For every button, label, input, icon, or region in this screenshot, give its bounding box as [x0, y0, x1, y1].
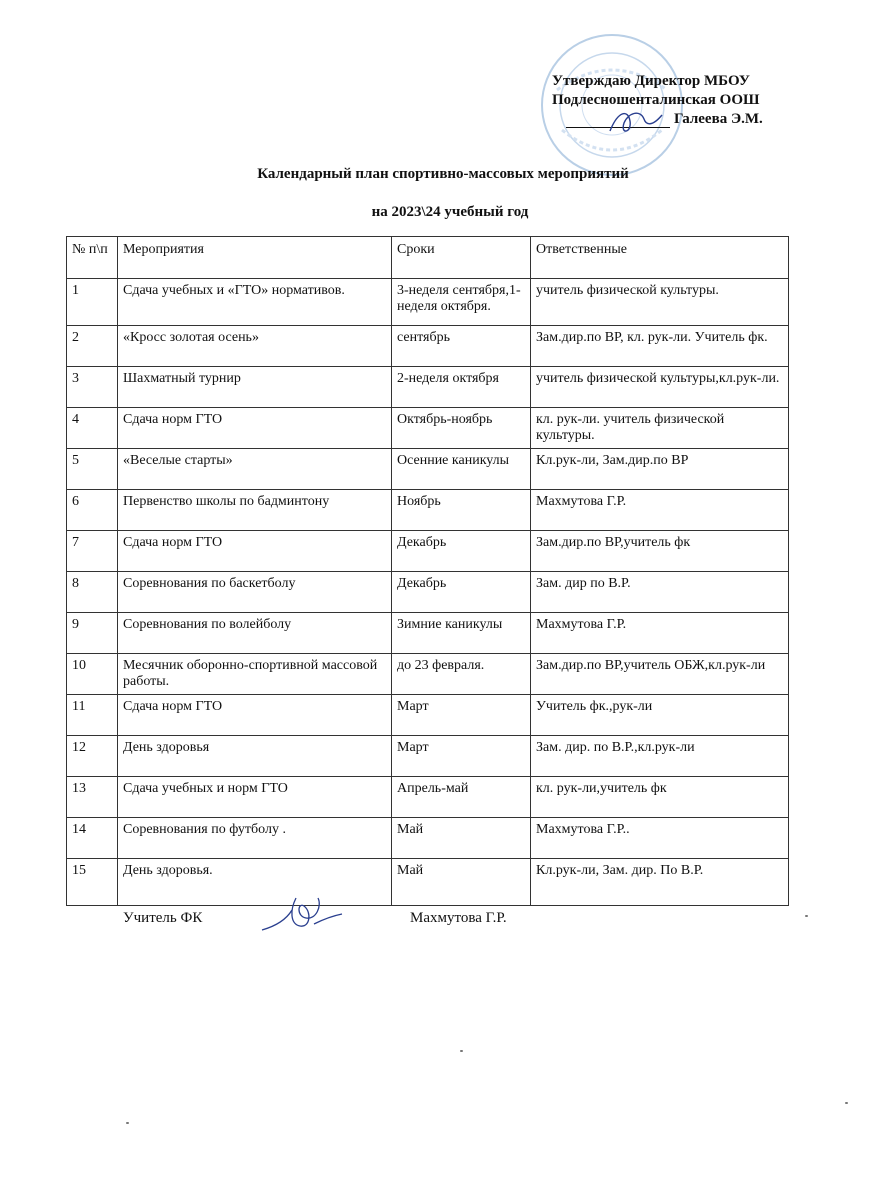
scan-speck [805, 915, 808, 917]
row-dates: до 23 февраля. [392, 654, 531, 695]
table-row [67, 695, 789, 736]
row-dates: сентябрь [392, 326, 531, 367]
header-dates: Сроки [392, 237, 531, 279]
row-responsible: Махмутова Г.Р.. [531, 818, 789, 859]
table-row [67, 654, 789, 695]
row-event: Сдача норм ГТО [118, 408, 392, 449]
row-event: Месячник оборонно-спортивной массовой работы. [118, 654, 392, 695]
row-event: Шахматный турнир [118, 367, 392, 408]
row-dates: Декабрь [392, 531, 531, 572]
row-number: 10 [67, 654, 118, 695]
row-number: 12 [67, 736, 118, 777]
row-number: 1 [67, 279, 118, 326]
table-row [67, 490, 789, 531]
row-number: 4 [67, 408, 118, 449]
row-responsible: Зам.дир.по ВР,учитель фк [531, 531, 789, 572]
row-event: Соревнования по баскетболу [118, 572, 392, 613]
row-responsible: Кл.рук-ли, Зам.дир.по ВР [531, 449, 789, 490]
director-name: Галеева Э.М. [674, 111, 763, 127]
scan-speck [460, 1050, 463, 1052]
row-dates: 3-неделя сентября,1-неделя октября. [392, 279, 531, 326]
row-responsible: Зам.дир.по ВР,учитель ОБЖ,кл.рук-ли [531, 654, 789, 695]
table-row [67, 818, 789, 859]
row-responsible: кл. рук-ли. учитель физической культуры. [531, 408, 789, 449]
table-row [67, 326, 789, 367]
table-row [67, 859, 789, 906]
row-responsible: Зам. дир. по В.Р.,кл.рук-ли [531, 736, 789, 777]
page-subtitle: на 2023\24 учебный год [371, 204, 529, 220]
row-number: 8 [67, 572, 118, 613]
row-dates: Зимние каникулы [392, 613, 531, 654]
row-responsible: Махмутова Г.Р. [531, 613, 789, 654]
row-number: 3 [67, 367, 118, 408]
row-event: Соревнования по волейболу [118, 613, 392, 654]
approval-line-2: Подлесношенталинская ООШ [552, 92, 760, 108]
row-number: 6 [67, 490, 118, 531]
row-responsible: кл. рук-ли,учитель фк [531, 777, 789, 818]
row-dates: Ноябрь [392, 490, 531, 531]
table-row [67, 408, 789, 449]
row-dates: 2-неделя октября [392, 367, 531, 408]
row-number: 11 [67, 695, 118, 736]
row-event: День здоровья. [118, 859, 392, 906]
row-number: 15 [67, 859, 118, 906]
row-dates: Март [392, 736, 531, 777]
row-responsible: Учитель фк.,рук-ли [531, 695, 789, 736]
row-dates: Осенние каникулы [392, 449, 531, 490]
header-event: Мероприятия [118, 237, 392, 279]
row-responsible: Зам. дир по В.Р. [531, 572, 789, 613]
table-row [67, 736, 789, 777]
row-number: 7 [67, 531, 118, 572]
header-number: № п\п [67, 237, 118, 279]
row-event: Сдача учебных и «ГТО» нормативов. [118, 279, 392, 326]
row-event: «Веселые старты» [118, 449, 392, 490]
row-dates: Декабрь [392, 572, 531, 613]
approval-line-1: Утверждаю Директор МБОУ [552, 73, 750, 89]
row-dates: Май [392, 818, 531, 859]
table-row [67, 613, 789, 654]
row-event: Первенство школы по бадминтону [118, 490, 392, 531]
row-responsible: Кл.рук-ли, Зам. дир. По В.Р. [531, 859, 789, 906]
row-responsible: учитель физической культуры,кл.рук-ли. [531, 367, 789, 408]
row-number: 2 [67, 326, 118, 367]
row-number: 9 [67, 613, 118, 654]
teacher-name: Махмутова Г.Р. [410, 910, 507, 926]
row-number: 5 [67, 449, 118, 490]
table-row [67, 572, 789, 613]
row-event: Сдача норм ГТО [118, 695, 392, 736]
events-table [66, 236, 789, 906]
row-number: 13 [67, 777, 118, 818]
row-dates: Март [392, 695, 531, 736]
row-event: Сдача учебных и норм ГТО [118, 777, 392, 818]
director-signature [606, 101, 666, 141]
teacher-signature [256, 890, 346, 940]
row-responsible: Махмутова Г.Р. [531, 490, 789, 531]
row-event: Сдача норм ГТО [118, 531, 392, 572]
table-row [67, 279, 789, 326]
table-row [67, 777, 789, 818]
table-row [67, 449, 789, 490]
row-dates: Апрель-май [392, 777, 531, 818]
row-number: 14 [67, 818, 118, 859]
row-event: «Кросс золотая осень» [118, 326, 392, 367]
table-header-row [67, 237, 789, 279]
row-dates: Май [392, 859, 531, 906]
scan-speck [845, 1102, 848, 1104]
teacher-role: Учитель ФК [123, 910, 203, 926]
row-dates: Октябрь-ноябрь [392, 408, 531, 449]
header-responsible: Ответственные [531, 237, 789, 279]
row-event: Соревнования по футболу . [118, 818, 392, 859]
table-row [67, 531, 789, 572]
row-responsible: Зам.дир.по ВР, кл. рук-ли. Учитель фк. [531, 326, 789, 367]
row-event: День здоровья [118, 736, 392, 777]
page-title: Календарный план спортивно-массовых мероприятий [257, 166, 629, 182]
row-responsible: учитель физической культуры. [531, 279, 789, 326]
approval-block [552, 72, 852, 129]
table-row [67, 367, 789, 408]
scan-speck [126, 1122, 129, 1124]
